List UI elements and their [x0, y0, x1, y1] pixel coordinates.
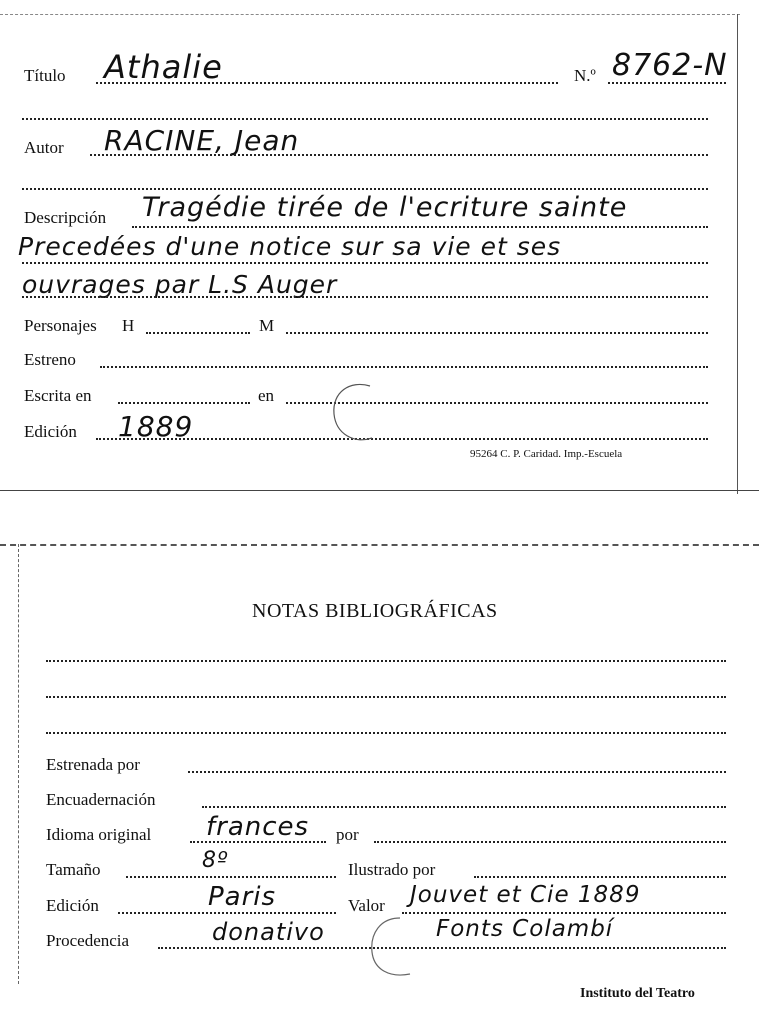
- personajes-m: M: [259, 316, 275, 335]
- descripcion-line1: Tragédie tirée de l'ecriture sainte: [142, 192, 628, 223]
- blank-line-1: [22, 118, 708, 120]
- procedencia-value: donativo: [212, 918, 325, 946]
- procedencia-label: Procedencia: [46, 931, 130, 950]
- edicion2-line: [118, 912, 336, 914]
- valor-line: [402, 912, 726, 914]
- card1-bottom-border: [0, 490, 759, 491]
- notas-line-1: [46, 660, 726, 662]
- edicion-line: [96, 438, 708, 440]
- card2-top-border: [0, 544, 759, 546]
- card1-top-border: [0, 14, 740, 15]
- edicion2-label: Edición: [46, 896, 99, 915]
- estreno-line: [100, 366, 708, 368]
- descripcion-line2: Precedées d'une notice sur sa vie et ses: [18, 232, 562, 261]
- blank-line-2: [22, 188, 708, 190]
- descripcion-underline-1: [132, 226, 708, 228]
- procedencia-line: [158, 947, 726, 949]
- idioma-value: frances: [206, 812, 310, 842]
- idioma-por: por: [336, 825, 359, 844]
- edicion-label: Edición: [24, 422, 77, 441]
- estrenada-label: Estrenada por: [46, 755, 140, 774]
- descripcion-line3: ouvrages par L.S Auger: [22, 270, 338, 299]
- valor-label: Valor: [348, 896, 385, 915]
- estreno-label: Estreno: [24, 350, 76, 369]
- autor-value: RACINE, Jean: [104, 124, 300, 157]
- escrita-label: Escrita en: [24, 386, 92, 405]
- stamp-circle-2: [360, 912, 430, 982]
- valor-value: Jouvet et Cie 1889: [410, 882, 641, 908]
- imprenta-credit: 95264 C. P. Caridad. Imp.-Escuela: [470, 448, 623, 460]
- escrita-en-label: en: [258, 386, 275, 405]
- tamano-label: Tamaño: [46, 860, 101, 879]
- titulo-label: Título: [24, 66, 66, 85]
- edicion2-value: Paris: [208, 882, 277, 912]
- notas-line-3: [46, 732, 726, 734]
- personajes-m-line: [286, 332, 708, 334]
- tamano-value: 8º: [202, 848, 229, 873]
- descripcion-label: Descripción: [24, 208, 107, 227]
- institution-footer: Instituto del Teatro: [580, 986, 695, 1001]
- descripcion-underline-3: [22, 296, 708, 298]
- card2-left-border: [18, 544, 19, 984]
- escrita-line: [118, 402, 250, 404]
- descripcion-underline-2: [22, 262, 708, 264]
- numero-line: [608, 82, 726, 84]
- titulo-value: Athalie: [104, 48, 223, 86]
- notas-line-2: [46, 696, 726, 698]
- numero-value: 8762-N: [612, 48, 728, 83]
- procedencia-note: Fonts Colambí: [436, 916, 614, 942]
- tamano-line: [126, 876, 336, 878]
- card1-right-border: [737, 14, 738, 494]
- personajes-label: Personajes: [24, 316, 97, 335]
- encuadernacion-label: Encuadernación: [46, 790, 156, 809]
- personajes-h-line: [146, 332, 250, 334]
- idioma-line: [190, 841, 326, 843]
- idioma-label: Idioma original: [46, 825, 152, 844]
- notas-title: NOTAS BIBLIOGRÁFICAS: [252, 600, 498, 622]
- autor-line: [90, 154, 708, 156]
- personajes-h: H: [122, 316, 135, 335]
- autor-label: Autor: [24, 138, 64, 157]
- ilustrado-line: [474, 876, 726, 878]
- estrenada-line: [188, 771, 726, 773]
- edicion-value: 1889: [118, 410, 194, 443]
- stamp-circle: [320, 378, 390, 448]
- titulo-line: [96, 82, 558, 84]
- idioma-por-line: [374, 841, 726, 843]
- encuadernacion-line: [202, 806, 726, 808]
- ilustrado-label: Ilustrado por: [348, 860, 436, 879]
- numero-label: N.º: [574, 66, 596, 85]
